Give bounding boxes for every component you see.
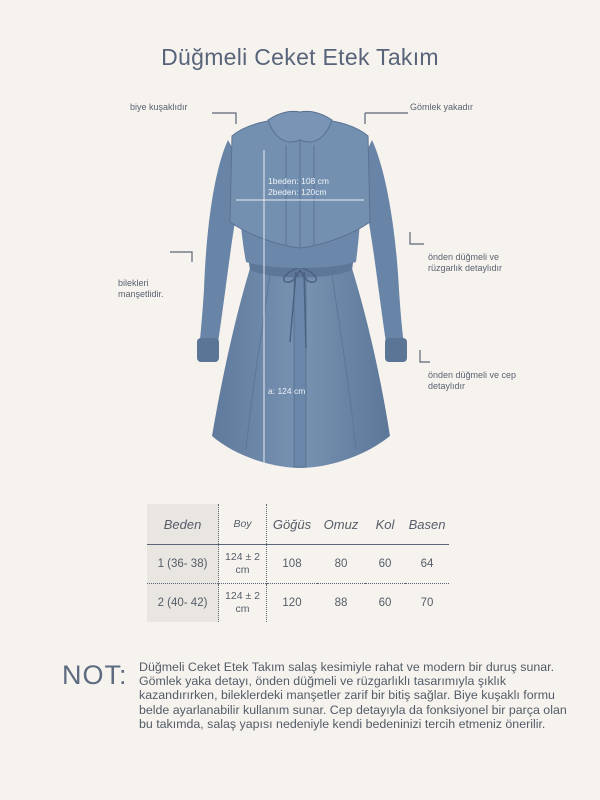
- size-table-header: [147, 504, 449, 545]
- note-label: NOT:: [62, 660, 128, 690]
- header-boy: Boy: [219, 504, 267, 545]
- annotation-collar: Gömlek yakadır: [410, 102, 474, 112]
- cell-basen: 70: [420, 597, 434, 609]
- annotation-waist: biye kuşaklıdır: [130, 102, 188, 112]
- waist-pointer: [212, 113, 236, 124]
- cuff-pointer: [170, 252, 192, 262]
- header-beden: Beden: [147, 504, 219, 545]
- bust-measure-size2: 2beden: 120cm: [268, 187, 327, 197]
- cell-omuz: 88: [334, 597, 348, 609]
- cell-omuz: 80: [334, 558, 348, 570]
- note-text: Düğmeli Ceket Etek Takım salaş kesimiyle rahat ve modern bir duruş sunar. Gömlek yaka detayı, önden düğmeli ve rüzgarlıklı tasarımıyla şıklık kazandırırken, bileklerdeki manşetler zarif bir bitiş sağlar. Biye kuşaklı formu belde ayarlanabilir kullanım sunar. Cep detayıyla da fonksiyonel bir parça olan bu takımda, salaş yapısı nedeniyle kendi bedeninizi tercih etmeniz önerilir.: [139, 660, 567, 731]
- annotation-cuffs: bilekleri manşetlidir.: [118, 278, 164, 299]
- wind-pointer: [410, 232, 424, 244]
- bust-measure-size1: 1beden: 108 cm: [268, 176, 329, 186]
- cell-beden: 1 (36- 38): [147, 545, 219, 584]
- cell-boy: 124 ± 2 cm: [219, 545, 267, 584]
- left-cuff: [197, 338, 219, 362]
- header-omuz: Omuz: [323, 516, 359, 532]
- cell-beden: 2 (40- 42): [147, 584, 219, 623]
- cell-kol: 60: [378, 558, 392, 570]
- page-title: Düğmeli Ceket Etek Takım: [161, 44, 439, 70]
- table-row: [147, 584, 449, 623]
- table-row: [147, 545, 449, 584]
- header-basen: Basen: [408, 516, 446, 532]
- cell-gogus: 108: [282, 558, 302, 570]
- annotation-front-wind: önden düğmeli ve rüzgarlık detaylıdır: [428, 252, 503, 273]
- length-measure: a: 124 cm: [268, 386, 306, 396]
- size-table: [147, 504, 449, 622]
- cell-basen: 64: [420, 558, 434, 570]
- right-cuff: [385, 338, 407, 362]
- cell-gogus: 120: [282, 597, 302, 609]
- annotation-front-pocket: önden düğmeli ve cep detaylıdır: [428, 370, 517, 391]
- cell-boy: 124 ± 2 cm: [219, 584, 267, 623]
- pocket-pointer: [420, 350, 430, 362]
- header-kol: Kol: [375, 516, 395, 532]
- header-gogus: Göğüs: [272, 516, 312, 532]
- cell-kol: 60: [378, 597, 392, 609]
